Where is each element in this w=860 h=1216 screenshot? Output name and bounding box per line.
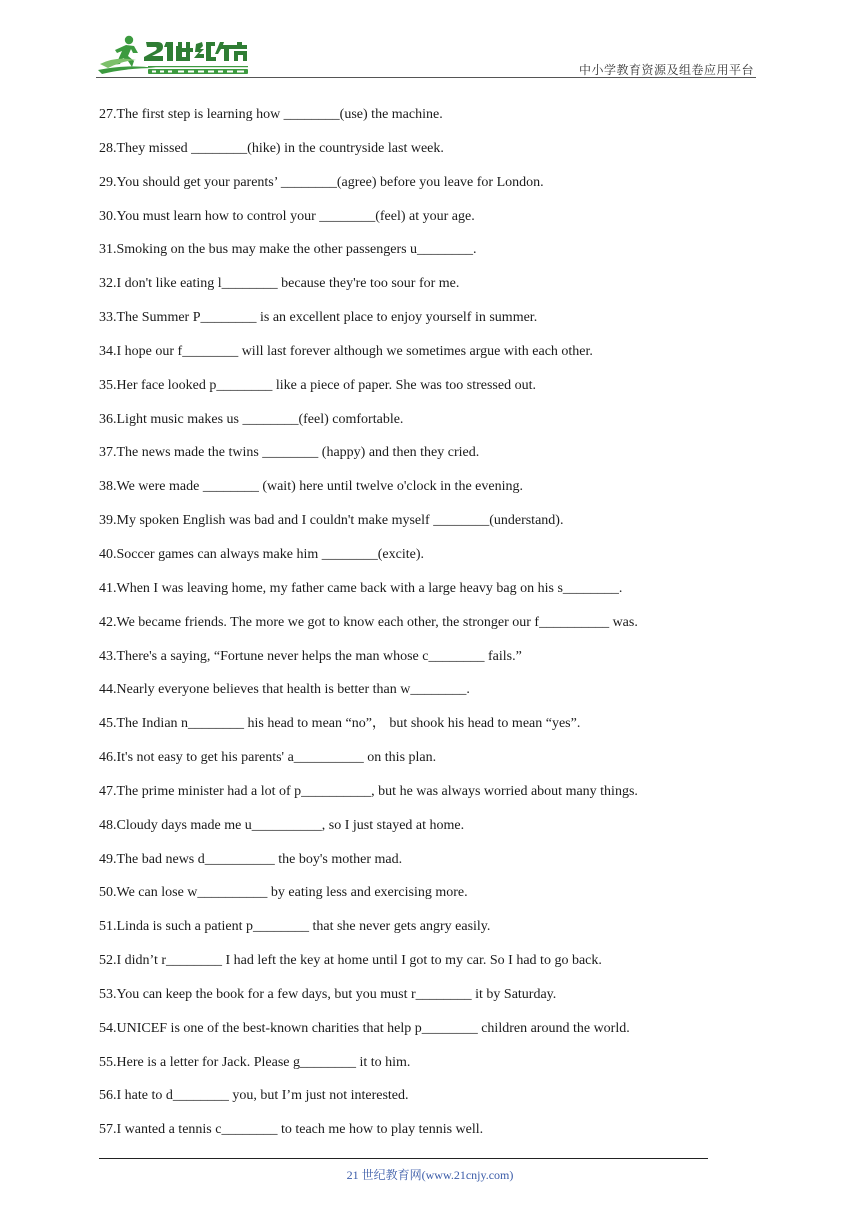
footer-link[interactable]: 21 世纪教育网(www.21cnjy.com) xyxy=(346,1168,514,1182)
page-header xyxy=(96,30,756,80)
question-32: 32.I don't like eating l________ because they're too sour for me. xyxy=(99,276,460,292)
question-48: 48.Cloudy days made me u__________, so I just stayed at home. xyxy=(99,817,465,833)
question-52: 52.I didn’t r________ I had left the key at home until I got to my car. So I had to go back. xyxy=(99,953,602,969)
question-42: 42.We became friends. The more we got to know each other, the stronger our f__________ was. xyxy=(99,614,638,630)
question-33: 33.The Summer P________ is an excellent place to enjoy yourself in summer. xyxy=(99,310,538,326)
header-divider xyxy=(96,77,756,78)
question-54: 54.UNICEF is one of the best-known charities that help p________ children around the world. xyxy=(99,1020,630,1036)
question-55: 55.Here is a letter for Jack. Please g________ it to him. xyxy=(99,1054,411,1070)
question-34: 34.I hope our f________ will last forever although we sometimes argue with each other. xyxy=(99,343,593,359)
question-35: 35.Her face looked p________ like a piece of paper. She was too stressed out. xyxy=(99,377,536,393)
question-29: 29.You should get your parents’ ________(agree) before you leave for London. xyxy=(99,174,544,190)
question-44: 44.Nearly everyone believes that health is better than w________. xyxy=(99,682,470,698)
question-43: 43.There's a saying, “Fortune never helps the man whose c________ fails.” xyxy=(99,648,522,664)
question-57: 57.I wanted a tennis c________ to teach me how to play tennis well. xyxy=(99,1122,484,1138)
question-51: 51.Linda is such a patient p________ that she never gets angry easily. xyxy=(99,919,491,935)
question-39: 39.My spoken English was bad and I couldn't make myself ________(understand). xyxy=(99,513,564,529)
question-53: 53.You can keep the book for a few days, but you must r________ it by Saturday. xyxy=(99,986,557,1002)
question-36: 36.Light music makes us ________(feel) comfortable. xyxy=(99,411,404,427)
footer-divider xyxy=(99,1158,708,1159)
question-30: 30.You must learn how to control your ________(feel) at your age. xyxy=(99,208,475,224)
question-56: 56.I hate to d________ you, but I’m just not interested. xyxy=(99,1088,409,1104)
question-50: 50.We can lose w__________ by eating less and exercising more. xyxy=(99,885,468,901)
logo-wordmark xyxy=(144,42,247,61)
question-37: 37.The news made the twins ________ (happy) and then they cried. xyxy=(99,445,480,461)
question-49: 49.The bad news d__________ the boy's mother mad. xyxy=(99,851,403,867)
question-31: 31.Smoking on the bus may make the other passengers u________. xyxy=(99,242,477,258)
question-41: 41.When I was leaving home, my father came back with a large heavy bag on his s________. xyxy=(99,580,623,596)
question-40: 40.Soccer games can always make him ________(excite). xyxy=(99,546,425,562)
question-38: 38.We were made ________ (wait) here until twelve o'clock in the evening. xyxy=(99,479,523,495)
question-45: 45.The Indian n________ his head to mean “no”， but shook his head to mean “yes”. xyxy=(99,716,581,732)
logo-url xyxy=(148,66,248,74)
runner-icon xyxy=(98,36,156,74)
site-logo xyxy=(96,34,261,78)
question-46: 46.It's not easy to get his parents' a__________ on this plan. xyxy=(99,750,437,766)
platform-name: 中小学教育资源及组卷应用平台 xyxy=(578,63,754,77)
question-27: 27.The first step is learning how ________(use) the machine. xyxy=(99,107,443,122)
question-47: 47.The prime minister had a lot of p__________, but he was always worried about many things. xyxy=(99,783,638,799)
question-28: 28.They missed ________(hike) in the countryside last week. xyxy=(99,140,444,156)
question-list xyxy=(99,105,739,1154)
